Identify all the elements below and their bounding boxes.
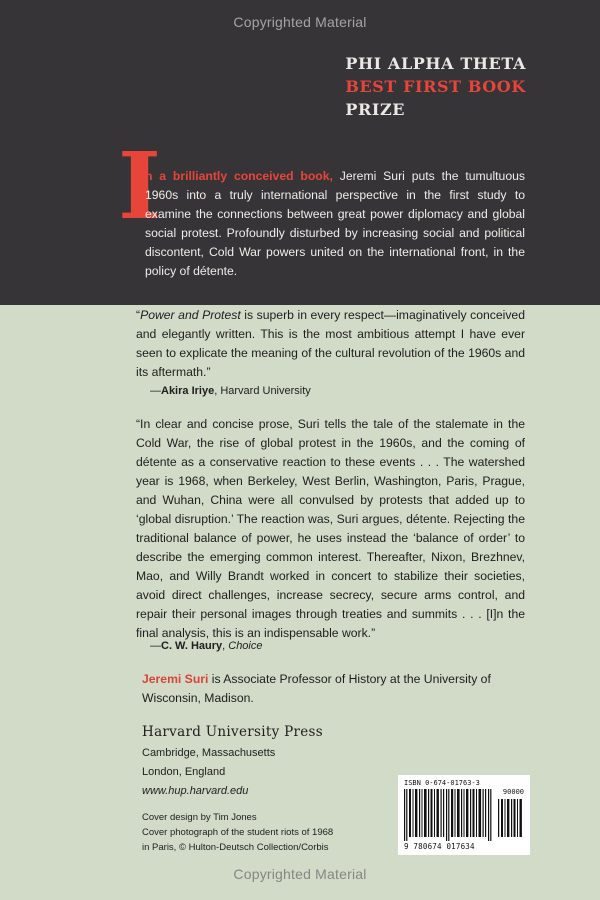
author-name: Jeremi Suri — [142, 672, 209, 686]
cover-credits — [142, 810, 333, 855]
barcode-box — [398, 775, 530, 855]
quote-1-text: is superb in every respect—imaginatively conceived and elegantly written. This is the most ambitious attempt I have ever seen to explicate the meaning of the cultural revolution of the 1960s and its aftermath.” — [136, 308, 525, 379]
publisher-block — [142, 724, 323, 801]
isbn-text: ISBN 0-674-01763-3 — [404, 779, 480, 787]
review-attribution-2 — [150, 640, 263, 652]
publisher-name: Harvard University Press — [142, 724, 323, 740]
photo-credit-line-2: in Paris, © Hulton-Deutsch Collection/Corbis — [142, 842, 329, 853]
reviewer-affiliation: , Harvard University — [214, 385, 311, 397]
review-quote-1 — [136, 306, 525, 382]
intro-lead: n a brilliantly conceived book, — [145, 169, 333, 183]
publisher-office: London, England — [142, 766, 226, 778]
design-credit: Cover design by Tim Jones — [142, 812, 257, 823]
publisher-url: www.hup.harvard.edu — [142, 785, 249, 797]
price-barcode-icon — [498, 799, 524, 837]
ean-number: 9 780674 017634 — [404, 842, 475, 851]
attribution-separator: , — [222, 640, 229, 652]
review-attribution-1 — [150, 385, 311, 397]
intro-body: Jeremi Suri puts the tumultuous 1960s into a truly international perspective in the first study to examine the connections between great power diplomacy and global social protest. Profoundly disturbed by increasing social and political discontent, Cold War powers united on the international front, in the policy of détente. — [145, 169, 525, 278]
prize-line-3: PRIZE — [345, 100, 406, 119]
book-title: Power and Protest — [140, 308, 241, 322]
reviewer-name: C. W. Haury — [161, 640, 223, 652]
publisher-city: Cambridge, Massachusetts — [142, 747, 276, 759]
author-bio-text: is Associate Professor of History at the University of Wisconsin, Madison. — [142, 672, 491, 705]
prize-line-2: BEST FIRST BOOK — [345, 77, 526, 96]
review-source: Choice — [228, 640, 263, 652]
intro-paragraph — [145, 167, 525, 281]
quote-open-mark: “ — [136, 308, 141, 322]
drop-cap: I — [118, 132, 162, 240]
price-code: 90000 — [502, 788, 524, 796]
prize-banner — [345, 52, 526, 121]
author-bio — [142, 670, 522, 708]
watermark-top: Copyrighted Material — [233, 14, 367, 30]
watermark-bottom: Copyrighted Material — [233, 866, 367, 882]
reviewer-name: Akira Iriye — [161, 385, 215, 397]
prize-line-1: PHI ALPHA THETA — [345, 54, 526, 73]
attribution-dash: — — [150, 640, 161, 652]
barcode-icon — [404, 789, 492, 841]
photo-credit-line-1: Cover photograph of the student riots of 1968 — [142, 827, 334, 838]
review-quote-2: “In clear and concise prose, Suri tells the tale of the stalemate in the Cold War, the rise of global protest in the 1960s, and the coming of détente as a conservative reaction to these events . . . The watershed year is 1968, when Berkeley, West Berlin, Washington, Paris, Prague, and Wuhan, China were all convulsed by protests that added up to ‘global disruption.’ The reaction was, Suri argues, détente. Rejecting the traditional balance of power, he uses instead the ‘balance of order’ to describe the emerging common interest. Thereafter, Nixon, Brezhnev, Mao, and Willy Brandt worked in concert to stabilize their societies, avoid direct challenges, increase secrecy, secure arms control, and repair their personal images through treaties and summits . . . [I]n the final analysis, this is an indispensable work.” — [136, 417, 525, 640]
attribution-dash: — — [150, 385, 161, 397]
